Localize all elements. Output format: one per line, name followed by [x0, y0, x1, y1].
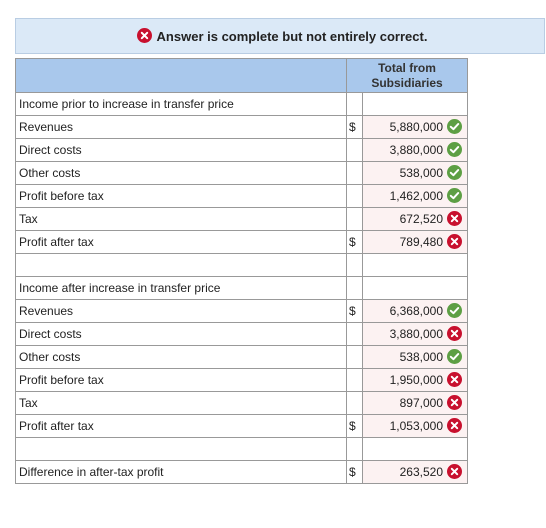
- row-label: Profit after tax: [16, 231, 347, 254]
- check-circle-icon: [447, 188, 462, 203]
- value-text: 1,950,000: [389, 373, 443, 388]
- header-blank-cell: [16, 59, 347, 93]
- feedback-banner-text: Answer is complete but not entirely correct.: [156, 28, 428, 44]
- check-circle-icon: [447, 165, 462, 180]
- table-row: [16, 139, 468, 162]
- check-circle-icon: [447, 142, 462, 157]
- section-title-row: [16, 277, 468, 300]
- x-circle-icon: [447, 326, 462, 341]
- check-circle-icon: [447, 303, 462, 318]
- check-circle-icon: [447, 349, 462, 364]
- row-label: Revenues: [16, 300, 347, 323]
- row-label: Direct costs: [16, 323, 347, 346]
- dollar-sign: [347, 208, 363, 231]
- spacer-label-cell: [16, 438, 347, 461]
- dollar-sign: $: [347, 415, 363, 438]
- dollar-sign: [347, 185, 363, 208]
- dollar-sign: $: [347, 300, 363, 323]
- section-title-dollar-cell: [347, 277, 363, 300]
- table-row: [16, 300, 468, 323]
- spacer-dollar-cell: [347, 438, 363, 461]
- table-row: [16, 185, 468, 208]
- value-input[interactable]: [363, 231, 468, 254]
- row-label: Profit before tax: [16, 185, 347, 208]
- value-text: 263,520: [399, 465, 443, 480]
- value-text: 3,880,000: [389, 143, 443, 158]
- value-text: 672,520: [399, 212, 443, 227]
- value-input[interactable]: [363, 139, 468, 162]
- dollar-sign: [347, 323, 363, 346]
- value-input[interactable]: [363, 162, 468, 185]
- table-row: [16, 346, 468, 369]
- table-row: [16, 116, 468, 139]
- value-text: 897,000: [399, 396, 443, 411]
- spacer-label-cell: [16, 254, 347, 277]
- x-circle-icon: [447, 464, 462, 479]
- section-title-value-cell: [363, 93, 468, 116]
- value-input[interactable]: [363, 392, 468, 415]
- value-input[interactable]: [363, 116, 468, 139]
- header-line-1: Total from: [378, 60, 436, 75]
- spacer-dollar-cell: [347, 254, 363, 277]
- row-label: Tax: [16, 392, 347, 415]
- section-title-dollar-cell: [347, 93, 363, 116]
- value-input[interactable]: [363, 461, 468, 484]
- table-row: [16, 162, 468, 185]
- column-header-total-from-subsidiaries: [347, 59, 468, 93]
- x-circle-icon: [447, 372, 462, 387]
- section-title: Income prior to increase in transfer price: [16, 93, 347, 116]
- dollar-sign: [347, 346, 363, 369]
- value-text: 1,462,000: [389, 189, 443, 204]
- value-input[interactable]: [363, 323, 468, 346]
- x-circle-icon: [137, 28, 152, 43]
- check-circle-icon: [447, 119, 462, 134]
- value-text: 1,053,000: [389, 419, 443, 434]
- x-circle-icon: [447, 418, 462, 433]
- value-input[interactable]: [363, 369, 468, 392]
- table-row: [16, 323, 468, 346]
- value-input[interactable]: [363, 346, 468, 369]
- dollar-sign: [347, 162, 363, 185]
- row-label: Other costs: [16, 346, 347, 369]
- value-input[interactable]: [363, 415, 468, 438]
- row-label: Direct costs: [16, 139, 347, 162]
- x-circle-icon: [447, 211, 462, 226]
- value-text: 6,368,000: [389, 304, 443, 319]
- spacer-row: [16, 254, 468, 277]
- section-title: Income after increase in transfer price: [16, 277, 347, 300]
- row-label: Profit after tax: [16, 415, 347, 438]
- table-row: [16, 369, 468, 392]
- header-line-2: Subsidiaries: [371, 75, 443, 90]
- row-label: Profit before tax: [16, 369, 347, 392]
- table-row: [16, 231, 468, 254]
- table-header-row: [16, 59, 468, 93]
- table-row: [16, 392, 468, 415]
- dollar-sign: $: [347, 231, 363, 254]
- value-input[interactable]: [363, 185, 468, 208]
- dollar-sign: [347, 392, 363, 415]
- spacer-value-cell: [363, 254, 468, 277]
- value-text: 5,880,000: [389, 120, 443, 135]
- table-row: [16, 415, 468, 438]
- section-title-row: [16, 93, 468, 116]
- section-title-value-cell: [363, 277, 468, 300]
- row-label: Other costs: [16, 162, 347, 185]
- value-input[interactable]: [363, 300, 468, 323]
- answer-table: [15, 58, 467, 484]
- dollar-sign: $: [347, 461, 363, 484]
- dollar-sign: [347, 369, 363, 392]
- dollar-sign: [347, 139, 363, 162]
- x-circle-icon: [447, 234, 462, 249]
- x-circle-icon: [447, 395, 462, 410]
- spacer-value-cell: [363, 438, 468, 461]
- value-text: 538,000: [399, 166, 443, 181]
- dollar-sign: $: [347, 116, 363, 139]
- table-row: [16, 461, 468, 484]
- row-label: Revenues: [16, 116, 347, 139]
- value-text: 789,480: [399, 235, 443, 250]
- table-row: [16, 208, 468, 231]
- value-text: 538,000: [399, 350, 443, 365]
- spacer-row: [16, 438, 468, 461]
- feedback-banner: [15, 18, 545, 54]
- value-text: 3,880,000: [389, 327, 443, 342]
- row-label: Tax: [16, 208, 347, 231]
- row-label: Difference in after-tax profit: [16, 461, 347, 484]
- value-input[interactable]: [363, 208, 468, 231]
